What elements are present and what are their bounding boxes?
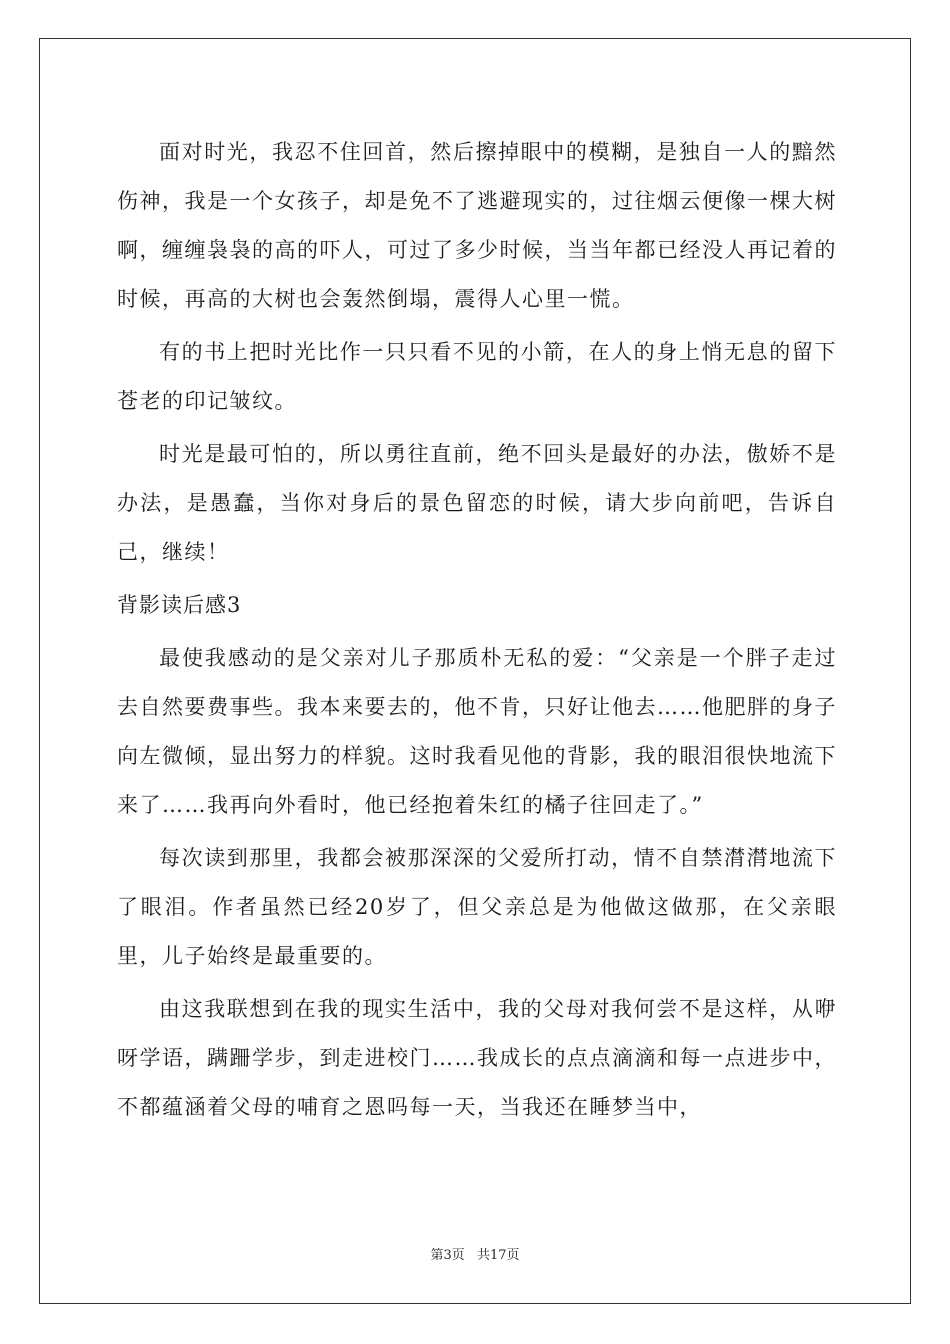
page-footer [0, 1244, 950, 1263]
paragraph-5: 每次读到那里，我都会被那深深的父爱所打动，情不自禁潸潸地流下了眼泪。作者虽然已经20岁了，但父亲总是为他做这做那，在父亲眼里，儿子始终是最重要的。 [117, 846, 837, 968]
paragraph-2: 有的书上把时光比作一只只看不见的小箭，在人的身上悄无息的留下苍老的印记皱纹。 [117, 340, 837, 413]
paragraph-4: 最使我感动的是父亲对儿子那质朴无私的爱：“父亲是一个胖子走过去自然要费事些。我本来要去的，他不肯，只好让他去……他肥胖的身子向左微倾，显出努力的样貌。这时我看见他的背影，我的眼泪很快地流下来了……我再向外看时，他已经抱着朱红的橘子往回走了。” [117, 646, 837, 817]
page-total: 共17页 [476, 1248, 520, 1263]
page-number: 第3页 [430, 1248, 465, 1263]
document-body [117, 128, 837, 1136]
paragraph-1: 面对时光，我忍不住回首，然后擦掉眼中的模糊，是独自一人的黯然伤神，我是一个女孩子，却是免不了逃避现实的，过往烟云便像一棵大树啊，缠缠袅袅的高的吓人，可过了多少时候，当当年都已经没人再记着的时候，再高的大树也会轰然倒塌，震得人心里一慌。 [117, 140, 837, 311]
paragraph-3: 时光是最可怕的，所以勇往直前，绝不回头是最好的办法，傲娇不是办法，是愚蠢，当你对身后的景色留恋的时候，请大步向前吧，告诉自己，继续！ [117, 442, 837, 564]
section-heading: 背影读后感3 [117, 593, 242, 617]
paragraph-6: 由这我联想到在我的现实生活中，我的父母对我何尝不是这样，从咿呀学语，蹒跚学步，到走进校门……我成长的点点滴滴和每一点进步中，不都蕴涵着父母的哺育之恩吗每一天，当我还在睡梦当中， [117, 997, 837, 1119]
